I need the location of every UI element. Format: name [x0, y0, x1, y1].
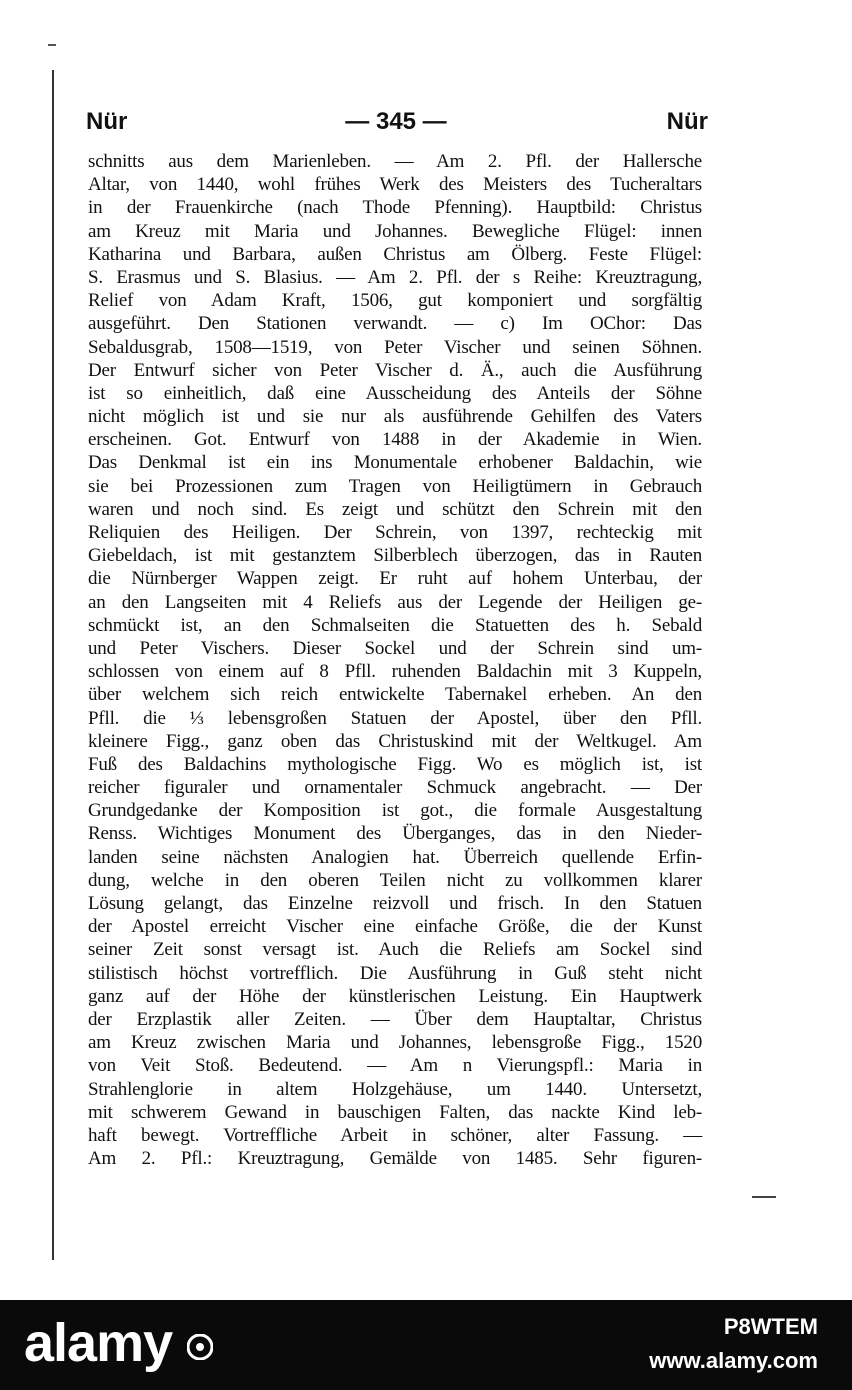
text-line: Der Entwurf sicher von Peter Vischer d. Ä., auch die Ausführung	[88, 359, 702, 381]
text-line: stilistisch höchst vortrefflich. Die Ausführung in Guß steht nicht	[88, 962, 702, 984]
text-line: Sebaldusgrab, 1508—1519, von Peter Vischer und seinen Söhnen.	[88, 336, 702, 358]
brand-mark-icon	[187, 1334, 213, 1360]
text-line: von Veit Stoß. Bedeutend. — Am n Vierungspfl.: Maria in	[88, 1055, 702, 1077]
text-line: S. Erasmus und S. Blasius. — Am 2. Pfl. der s Reihe: Kreuztragung,	[88, 266, 702, 288]
text-line: an den Langseiten mit 4 Reliefs aus der Legende der Heiligen ge-	[88, 591, 702, 613]
text-line: Reliquien des Heiligen. Der Schrein, von 1397, rechteckig mit	[88, 522, 702, 543]
page-number: — 345 —	[345, 108, 447, 135]
site-url: www.alamy.com	[649, 1348, 818, 1373]
text-line: kleinere Figg., ganz oben das Christuskind mit der Weltkugel. Am	[88, 730, 702, 752]
text-line: schnitts aus dem Marienleben. — Am 2. Pfl. der Hallersche	[88, 151, 702, 172]
text-line: seiner Zeit sonst versagt ist. Auch die Reliefs am Sockel sind	[88, 939, 702, 961]
text-line: mit schwerem Gewand in bauschigen Falten, das nackte Kind leb-	[88, 1101, 702, 1123]
text-line: der Apostel erreicht Vischer eine einfache Größe, die der Kunst	[88, 916, 702, 938]
text-line: schlossen von einem auf 8 Pfll. ruhenden Baldachin mit 3 Kuppeln,	[88, 661, 702, 683]
text-line: dung, welche in den oberen Teilen nicht zu vollkommen klarer	[88, 869, 702, 891]
stock-image-id: P8WTEM	[723, 1314, 818, 1339]
text-line: in der Frauenkirche (nach Thode Pfenning). Hauptbild: Christus	[88, 197, 702, 219]
text-line: reicher figuraler und ornamentaler Schmuck angebracht. — Der	[88, 777, 702, 799]
text-line: Katharina und Barbara, außen Christus am Ölberg. Feste Flügel:	[88, 243, 702, 265]
text-line: Fuß des Baldachins mythologische Figg. Wo es möglich ist, ist	[88, 753, 702, 775]
text-line: Relief von Adam Kraft, 1506, gut komponiert und sorgfältig	[88, 290, 702, 312]
text-line: ist so einheitlich, daß eine Ausscheidung des Anteils der Söhne	[88, 382, 702, 404]
header-left-keyword: Nür	[86, 108, 128, 135]
text-line: Das Denkmal ist ein ins Monumentale erhobener Baldachin, wie	[88, 452, 702, 474]
brand-logo: alamy	[24, 1313, 173, 1373]
text-line: die Nürnberger Wappen zeigt. Er ruht auf hohem Unterbau, der	[88, 568, 702, 590]
margin-tick-mark	[48, 44, 56, 46]
text-line: über welchem sich reich entwickelte Tabernakel erheben. An den	[88, 684, 702, 706]
text-line: Lösung gelangt, das Einzelne reizvoll und frisch. In den Statuen	[88, 893, 702, 914]
text-line: der Erzplastik aller Zeiten. — Über dem Hauptaltar, Christus	[88, 1008, 702, 1030]
header-right-keyword: Nür	[666, 108, 708, 135]
text-line: Strahlenglorie in altem Holzgehäuse, um 1440. Untersetzt,	[88, 1078, 702, 1100]
running-header	[86, 108, 706, 138]
text-line: Pfll. die ⅓ lebensgroßen Statuen der Apostel, über den Pfll.	[88, 707, 702, 729]
text-line: Altar, von 1440, wohl frühes Werk des Meisters des Tucheraltars	[88, 174, 702, 196]
text-line: am Kreuz mit Maria und Johannes. Bewegliche Flügel: innen	[88, 220, 702, 242]
text-line: sie bei Prozessionen zum Tragen von Heiligtümern in Gebrauch	[88, 475, 702, 497]
text-line: am Kreuz zwischen Maria und Johannes, lebensgroße Figg., 1520	[88, 1032, 702, 1054]
edge-mark	[752, 1196, 776, 1198]
text-line: und Peter Vischers. Dieser Sockel und der Schrein sind um-	[88, 637, 702, 659]
text-line: Grundgedanke der Komposition ist got., die formale Ausgestaltung	[88, 800, 702, 822]
text-line: erscheinen. Got. Entwurf von 1488 in der Akademie in Wien.	[88, 429, 702, 451]
text-line: Renss. Wichtiges Monument des Überganges, das in den Nieder-	[88, 823, 702, 845]
text-line: waren und noch sind. Es zeigt und schützt den Schrein mit den	[88, 498, 702, 520]
text-line: Am 2. Pfl.: Kreuztragung, Gemälde von 1485. Sehr figuren-	[88, 1148, 702, 1170]
text-line: ganz auf der Höhe der künstlerischen Leistung. Ein Hauptwerk	[88, 985, 702, 1007]
text-line: haft bewegt. Vortreffliche Arbeit in schöner, alter Fassung. —	[88, 1124, 702, 1146]
body-text	[88, 150, 702, 1170]
text-line: landen seine nächsten Analogien hat. Überreich quellende Erfin-	[88, 846, 702, 868]
text-line: schmückt ist, an den Schmalseiten die Statuetten des h. Sebald	[88, 614, 702, 636]
text-line: Giebeldach, ist mit gestanztem Silberblech überzogen, das in Rauten	[88, 545, 702, 567]
text-line: nicht möglich ist und sie nur als ausführende Gehilfen des Vaters	[88, 406, 702, 428]
left-margin-rule	[52, 70, 54, 1260]
text-line: ausgeführt. Den Stationen verwandt. — c) Im OChor: Das	[88, 313, 702, 335]
